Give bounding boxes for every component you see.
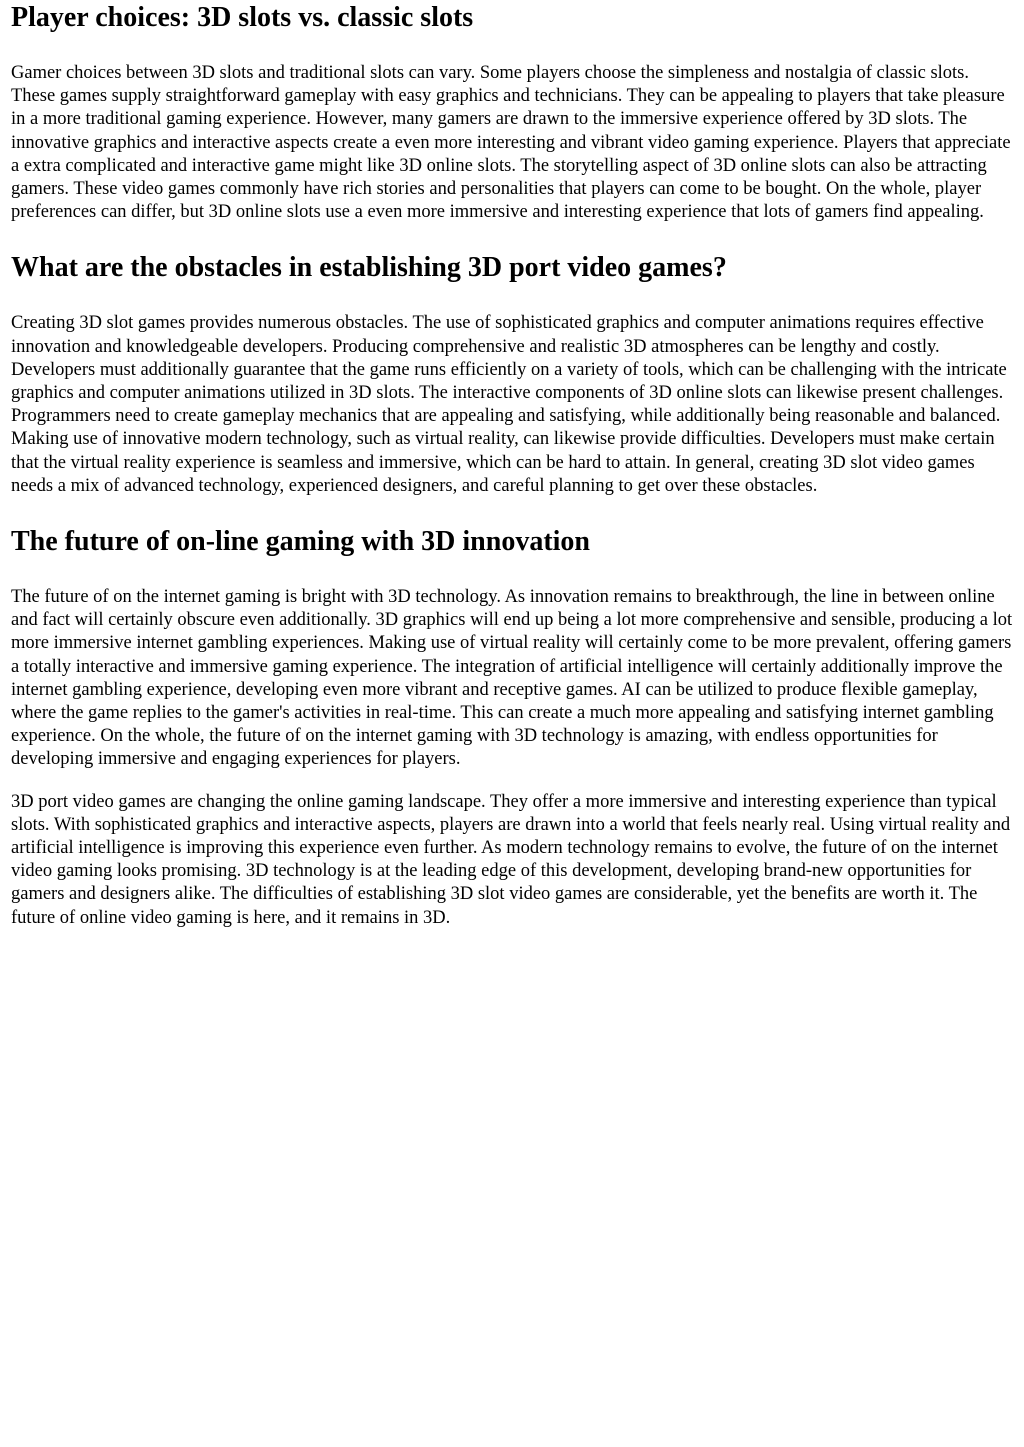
section-heading-obstacles: What are the obstacles in establishing 3D port video games? bbox=[11, 252, 727, 284]
paragraph-conclusion: 3D port video games are changing the online gaming landscape. They offer a more immersive and interesting experience than typical slots. With sophisticated graphics and interactive aspects, players are drawn into a world that feels nearly real. Using virtual reality and artificial intelligence is improving this experience even further. As modern technology remains to evolve, the future of on the internet video gaming looks promising. 3D technology is at the leading edge of this development, developing brand-new opportunities for gamers and designers alike. The difficulties of establishing 3D slot video games are considerable, yet the benefits are worth it. The future of online video gaming is here, and it remains in 3D. bbox=[11, 791, 1011, 928]
article bbox=[0, 1, 1024, 930]
paragraph-player-choices: Gamer choices between 3D slots and traditional slots can vary. Some players choose the simpleness and nostalgia of classic slots. These games supply straightforward gameplay with easy graphics and technicians. They can be appealing to players that take pleasure in a more traditional gaming experience. However, many gamers are drawn to the immersive experience offered by 3D slots. The innovative graphics and interactive aspects create a even more interesting and vibrant video gaming experience. Players that appreciate a extra complicated and interactive game might like 3D online slots. The storytelling aspect of 3D online slots can also be attracting gamers. These video games commonly have rich stories and personalities that players can come to be bought. On the whole, player preferences can differ, but 3D online slots use a even more immersive and interesting experience that lots of gamers find appealing. bbox=[11, 63, 1011, 223]
paragraph-future: The future of on the internet gaming is bright with 3D technology. As innovation remains to breakthrough, the line in between online and fact will certainly obscure even additionally. 3D graphics will end up being a lot more comprehensive and sensible, producing a lot more immersive internet gambling experiences. Making use of virtual reality will certainly come to be more prevalent, offering gamers a totally interactive and immersive gaming experience. The integration of artificial intelligence will certainly additionally improve the internet gambling experience, developing even more vibrant and receptive games. AI can be utilized to produce flexible gameplay, where the game replies to the gamer's activities in real-time. This can create a much more appealing and satisfying internet gambling experience. On the whole, the future of on the internet gaming with 3D technology is amazing, with endless opportunities for developing immersive and engaging experiences for players. bbox=[11, 587, 1013, 770]
section-heading-future: The future of on-line gaming with 3D innovation bbox=[11, 526, 590, 558]
paragraph-obstacles: Creating 3D slot games provides numerous obstacles. The use of sophisticated graphics and computer animations requires effective innovation and knowledgeable developers. Producing comprehensive and realistic 3D atmospheres can be lengthy and costly. Developers must additionally guarantee that the game runs efficiently on a variety of tools, which can be challenging with the intricate graphics and computer animations utilized in 3D slots. The interactive components of 3D online slots can likewise present challenges. Programmers need to create gameplay mechanics that are appealing and satisfying, while additionally being reasonable and balanced. Making use of innovative modern technology, such as virtual reality, can likewise provide difficulties. Developers must make certain that the virtual reality experience is seamless and immersive, which can be hard to attain. In general, creating 3D slot video games needs a mix of advanced technology, experienced designers, and careful planning to get over these obstacles. bbox=[11, 313, 1007, 496]
section-heading-player-choices: Player choices: 3D slots vs. classic slots bbox=[11, 2, 474, 33]
